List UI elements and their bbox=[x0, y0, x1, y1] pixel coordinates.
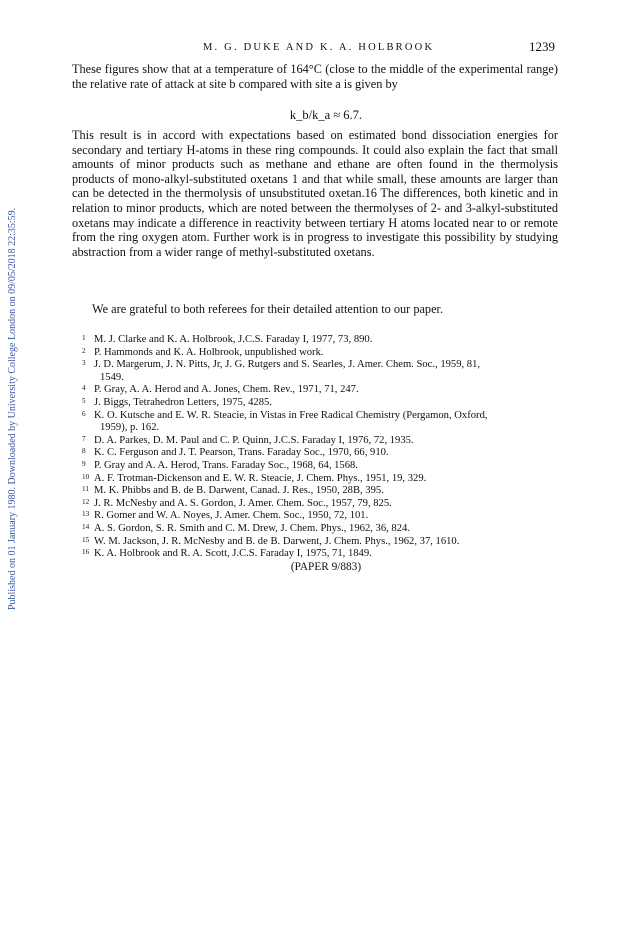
reference-number: 13 bbox=[82, 510, 90, 519]
reference-list bbox=[84, 334, 558, 561]
reference-number: 3 bbox=[82, 359, 86, 368]
reference-text: D. A. Parkes, D. M. Paul and C. P. Quinn, J.C.S. Faraday I, 1976, 72, 1935. bbox=[94, 434, 414, 446]
reference-item bbox=[84, 548, 558, 561]
reference-item bbox=[84, 510, 558, 523]
reference-text: K. A. Holbrook and R. A. Scott, J.C.S. Faraday I, 1975, 71, 1849. bbox=[94, 548, 372, 560]
reference-text: K. C. Ferguson and J. T. Pearson, Trans. Faraday Soc., 1970, 66, 910. bbox=[94, 447, 389, 459]
reference-item bbox=[84, 460, 558, 473]
reference-text: P. Hammonds and K. A. Holbrook, unpublished work. bbox=[94, 346, 324, 358]
running-head: M. G. DUKE AND K. A. HOLBROOK bbox=[203, 42, 435, 53]
reference-number: 5 bbox=[82, 396, 86, 405]
reference-item bbox=[84, 435, 558, 448]
reference-item bbox=[84, 473, 558, 486]
reference-item bbox=[84, 410, 558, 435]
reference-number: 15 bbox=[82, 535, 90, 544]
reference-number: 8 bbox=[82, 447, 86, 456]
reference-text: J. Biggs, Tetrahedron Letters, 1975, 4285. bbox=[94, 396, 272, 408]
reference-number: 10 bbox=[82, 472, 90, 481]
reference-number: 6 bbox=[82, 409, 86, 418]
reference-item bbox=[84, 447, 558, 460]
reference-item bbox=[84, 485, 558, 498]
publication-stamp: Published on 01 January 1980. Downloaded by University College London on 09/05/2018 22:35:59. bbox=[7, 207, 18, 610]
reference-text: P. Gray and A. A. Herod, Trans. Faraday Soc., 1968, 64, 1568. bbox=[94, 459, 358, 471]
reference-number: 9 bbox=[82, 459, 86, 468]
reference-item bbox=[84, 397, 558, 410]
reference-item bbox=[84, 334, 558, 347]
reference-text: P. Gray, A. A. Herod and A. Jones, Chem. Rev., 1971, 71, 247. bbox=[94, 384, 359, 396]
reference-number: 1 bbox=[82, 334, 86, 342]
reference-item bbox=[84, 523, 558, 536]
reference-continuation: 1959), p. 162. bbox=[100, 422, 160, 434]
reference-number: 11 bbox=[82, 485, 89, 494]
reference-number: 7 bbox=[82, 434, 86, 443]
reference-continuation: 1549. bbox=[100, 371, 124, 383]
rate-ratio-equation: k_b/k_a ≈ 6.7. bbox=[289, 108, 363, 122]
paper-code: (PAPER 9/883) bbox=[290, 561, 362, 573]
acknowledgement: We are grateful to both referees for their detailed attention to our paper. bbox=[92, 302, 444, 316]
reference-text: W. M. Jackson, J. R. McNesby and B. de B. Darwent, J. Chem. Phys., 1962, 37, 1610. bbox=[94, 535, 460, 547]
reference-text: M. J. Clarke and K. A. Holbrook, J.C.S. Faraday I, 1977, 73, 890. bbox=[94, 334, 373, 345]
reference-item bbox=[84, 347, 558, 360]
reference-text: J. D. Margerum, J. N. Pitts, Jr, J. G. Rutgers and S. Searles, J. Amer. Chem. Soc., 1959, 81, bbox=[94, 359, 481, 371]
reference-text: A. S. Gordon, S. R. Smith and C. M. Drew, J. Chem. Phys., 1962, 36, 824. bbox=[94, 522, 410, 534]
page-number: 1239 bbox=[529, 39, 555, 54]
reference-text: K. O. Kutsche and E. W. R. Steacie, in Vistas in Free Radical Chemistry (Pergamon, Oxford, bbox=[94, 409, 488, 421]
reference-item bbox=[84, 536, 558, 549]
reference-item bbox=[84, 498, 558, 511]
reference-text: A. F. Trotman-Dickenson and E. W. R. Steacie, J. Chem. Phys., 1951, 19, 329. bbox=[94, 472, 427, 484]
reference-item bbox=[84, 359, 558, 384]
reference-text: J. R. McNesby and A. S. Gordon, J. Amer. Chem. Soc., 1957, 79, 825. bbox=[94, 497, 392, 509]
reference-number: 4 bbox=[82, 384, 86, 393]
reference-item bbox=[84, 384, 558, 397]
reference-number: 16 bbox=[82, 548, 90, 557]
paragraph-1: These figures show that at a temperature of 164°C (close to the middle of the experimental range) the relative rate of attack at site b compared with site a is given by bbox=[72, 62, 558, 91]
reference-number: 12 bbox=[82, 497, 90, 506]
reference-number: 14 bbox=[82, 522, 90, 531]
reference-number: 2 bbox=[82, 346, 86, 355]
reference-text: R. Gomer and W. A. Noyes, J. Amer. Chem. Soc., 1950, 72, 101. bbox=[94, 510, 369, 522]
paragraph-2: This result is in accord with expectations based on estimated bond dissociation energies for secondary and tertiary H-atoms in these ring compounds. It could also explain the fact that small amounts of minor products such as methane and ethane are often found in the thermolysis products of mono-alkyl-substituted oxetans 1 and that while small, these amounts are larger than can be detected in the thermolysis of unsubstituted oxetan.16 The differences, both kinetic and in relation to minor products, which are noted between the thermolyses of 2- and 3-alkyl-substituted oxetans may indicate a difference in reactivity between tertiary H atoms located near to or remote from the ring oxygen atom. Further work is in progress to investigate this possibility by studying abstraction from a wider range of methyl-substituted oxetans. bbox=[72, 128, 558, 259]
reference-text: M. K. Phibbs and B. de B. Darwent, Canad. J. Res., 1950, 28B, 395. bbox=[94, 485, 384, 497]
